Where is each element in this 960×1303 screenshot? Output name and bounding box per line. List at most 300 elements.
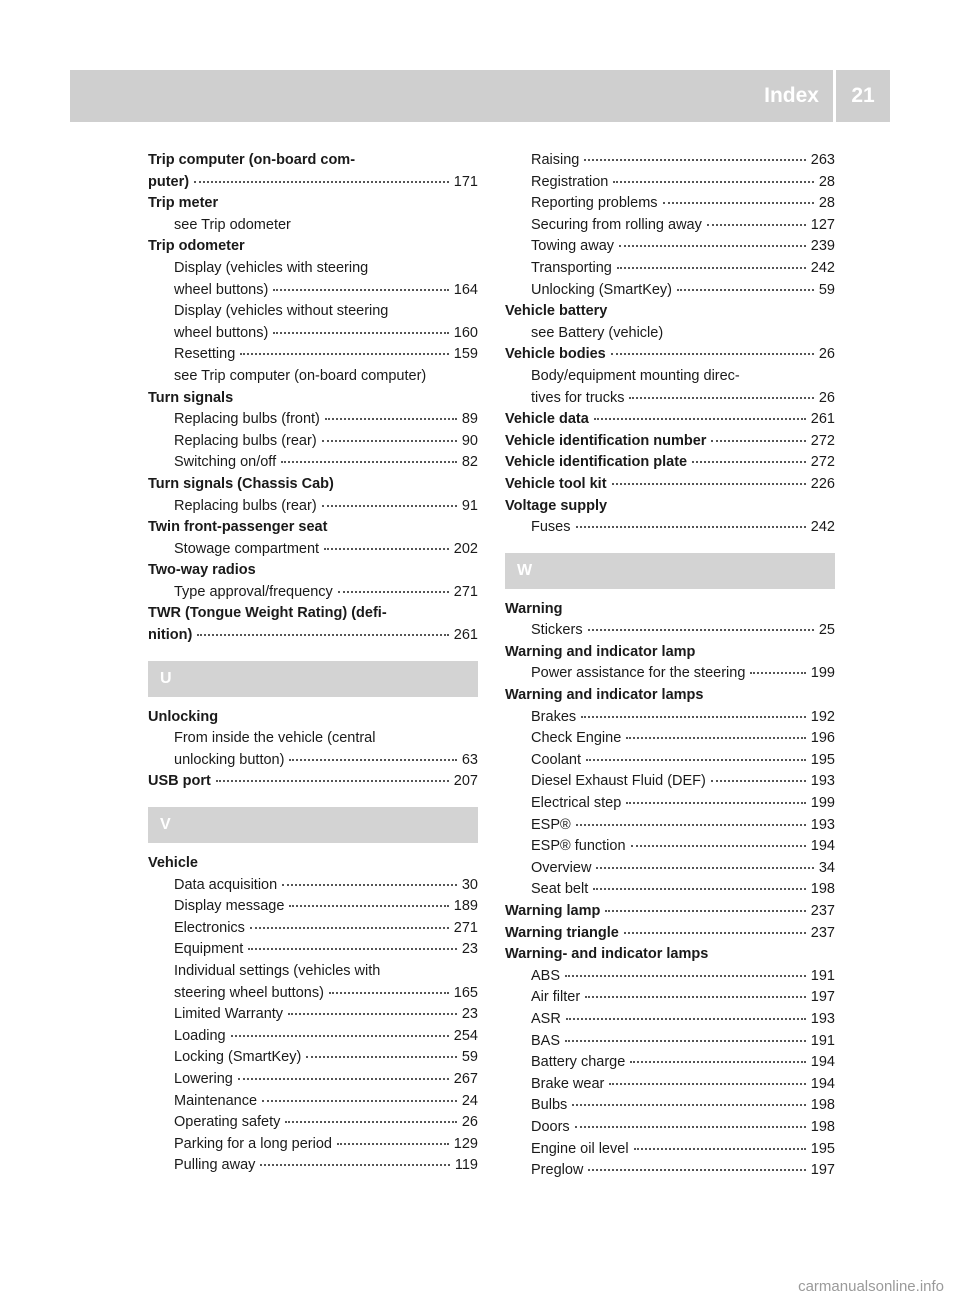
entry-page-number[interactable]: 272 <box>810 432 835 449</box>
entry-page-number[interactable]: 195 <box>810 751 835 768</box>
leader-dots <box>322 440 457 442</box>
index-subentry[interactable] <box>148 896 478 918</box>
index-subentry[interactable] <box>505 236 835 258</box>
entry-text: Individual settings (vehicles with <box>174 963 381 979</box>
entry-text: Vehicle data <box>505 411 589 428</box>
entry-text: Trip odometer <box>148 238 245 255</box>
entry-page-number[interactable]: 197 <box>810 989 835 1006</box>
entry-text: Maintenance <box>174 1092 258 1109</box>
index-subentry[interactable] <box>505 1160 835 1182</box>
entry-page-number[interactable]: 191 <box>810 1032 835 1049</box>
entry-text: Trip computer (on-board com- <box>148 152 356 168</box>
entry-text: Locking (SmartKey) <box>174 1049 302 1066</box>
entry-text: Vehicle identification plate <box>505 454 688 471</box>
index-subentry[interactable] <box>505 1095 835 1117</box>
leader-dots <box>273 289 448 291</box>
entry-page-number[interactable]: 193 <box>810 1010 835 1027</box>
index-entry <box>505 642 835 664</box>
index-subentry[interactable] <box>505 1074 835 1096</box>
entry-page-number[interactable]: 165 <box>453 984 478 1001</box>
leader-dots <box>566 1018 806 1020</box>
index-entry[interactable] <box>505 901 835 923</box>
entry-text: Display (vehicles without steering <box>174 303 389 320</box>
index-subentry[interactable] <box>148 1069 478 1091</box>
index-subentry[interactable] <box>148 496 478 518</box>
leader-dots <box>262 1100 457 1102</box>
entry-text: tives for trucks <box>531 389 625 406</box>
leader-dots <box>575 1126 806 1128</box>
entry-page-number[interactable]: 271 <box>453 583 478 600</box>
leader-dots <box>626 737 806 739</box>
entry-page-number[interactable]: 191 <box>810 967 835 984</box>
index-subentry[interactable] <box>505 879 835 901</box>
index-subentry[interactable] <box>505 517 835 539</box>
entry-text: BAS <box>531 1032 561 1049</box>
leader-dots <box>588 1169 805 1171</box>
index-entry <box>505 685 835 707</box>
leader-dots <box>605 910 805 912</box>
header-bar <box>70 70 890 122</box>
leader-dots <box>593 888 806 890</box>
entry-text: Vehicle bodies <box>505 346 606 363</box>
index-subentry[interactable] <box>505 966 835 988</box>
index-subentry[interactable] <box>505 707 835 729</box>
index-subentry[interactable] <box>148 280 478 302</box>
entry-page-number[interactable]: 193 <box>810 816 835 833</box>
entry-text: Replacing bulbs (rear) <box>174 497 317 514</box>
index-entry <box>148 193 478 215</box>
leader-dots <box>609 1083 805 1085</box>
entry-text: Limited Warranty <box>174 1006 284 1023</box>
entry-page-number[interactable]: 24 <box>461 1092 478 1109</box>
index-entry[interactable] <box>505 431 835 453</box>
entry-page-number[interactable]: 119 <box>454 1157 478 1174</box>
leader-dots <box>612 483 806 485</box>
entry-text: Battery charge <box>531 1054 626 1071</box>
entry-page-number[interactable]: 261 <box>453 627 478 644</box>
entry-text: puter) <box>148 173 190 190</box>
leader-dots <box>282 884 457 886</box>
index-entry[interactable] <box>505 923 835 945</box>
entry-text: Electronics <box>174 919 245 936</box>
leader-dots <box>586 759 806 761</box>
entry-text: Vehicle <box>148 855 198 872</box>
index-entry[interactable] <box>505 344 835 366</box>
index-entry <box>148 236 478 258</box>
section-letter-heading: V <box>148 807 478 843</box>
entry-page-number[interactable]: 30 <box>461 876 478 893</box>
leader-dots <box>329 992 449 994</box>
index-subentry[interactable] <box>148 1112 478 1134</box>
index-subentry[interactable] <box>505 815 835 837</box>
index-subentry <box>148 215 478 237</box>
entry-text: Reporting problems <box>531 195 658 212</box>
entry-text: Towing away <box>531 238 615 255</box>
entry-text: Fuses <box>531 519 571 536</box>
index-entry <box>505 944 835 966</box>
entry-text: Warning- and indicator lamps <box>505 946 709 963</box>
index-subentry[interactable] <box>148 983 478 1005</box>
index-subentry[interactable] <box>505 793 835 815</box>
entry-page-number[interactable]: 207 <box>453 773 478 790</box>
entry-page-number[interactable]: 226 <box>810 475 835 492</box>
leader-dots <box>629 397 813 399</box>
entry-page-number[interactable]: 26 <box>818 346 835 363</box>
leader-dots <box>619 245 806 247</box>
index-subentry <box>505 323 835 345</box>
entry-text: From inside the vehicle (central <box>174 730 376 747</box>
section-letter-heading: W <box>505 553 835 589</box>
index-subentry[interactable] <box>148 452 478 474</box>
entry-text: Voltage supply <box>505 497 608 514</box>
index-subentry[interactable] <box>505 172 835 194</box>
index-subentry[interactable] <box>148 431 478 453</box>
leader-dots <box>630 1061 805 1063</box>
entry-page-number[interactable]: 194 <box>810 838 835 855</box>
index-subentry[interactable] <box>505 987 835 1009</box>
entry-page-number[interactable]: 28 <box>818 173 835 190</box>
entry-text: nition) <box>148 627 193 644</box>
index-subentry[interactable] <box>505 1009 835 1031</box>
entry-text: Lowering <box>174 1070 233 1087</box>
entry-text: Warning lamp <box>505 903 601 919</box>
entry-text: Warning and indicator lamps <box>505 687 704 704</box>
entry-page-number[interactable]: 63 <box>461 751 478 768</box>
entry-page-number[interactable]: 34 <box>818 859 835 876</box>
entry-text: Registration <box>531 173 609 190</box>
index-subentry[interactable] <box>505 193 835 215</box>
entry-text: ABS <box>531 967 561 984</box>
index-entry <box>505 599 835 621</box>
entry-text: Loading <box>174 1027 226 1044</box>
entry-text: Warning triangle <box>505 924 619 941</box>
leader-dots <box>584 159 805 161</box>
entry-page-number[interactable]: 254 <box>453 1027 478 1044</box>
leader-dots <box>337 1143 449 1145</box>
entry-text: Operating safety <box>174 1114 281 1131</box>
entry-page-number[interactable]: 129 <box>453 1135 478 1152</box>
entry-page-number[interactable]: 91 <box>461 497 478 514</box>
entry-text: see Trip computer (on-board computer) <box>174 367 427 384</box>
index-entry <box>148 707 478 729</box>
index-entry[interactable] <box>148 771 478 793</box>
index-subentry[interactable] <box>148 1026 478 1048</box>
entry-text: Warning and indicator lamp <box>505 643 696 660</box>
entry-text: Transporting <box>531 259 612 276</box>
leader-dots <box>581 716 806 718</box>
entry-page-number[interactable]: 237 <box>810 903 835 919</box>
page-number: 21 <box>836 70 890 122</box>
entry-text: Turn signals <box>148 389 234 406</box>
index-entry <box>148 150 478 172</box>
entry-text: Engine oil level <box>531 1140 629 1157</box>
entry-page-number[interactable]: 237 <box>810 924 835 941</box>
section-title: Index <box>746 70 833 122</box>
entry-page-number[interactable]: 28 <box>818 195 835 212</box>
leader-dots <box>289 905 448 907</box>
leader-dots <box>325 418 457 420</box>
leader-dots <box>617 267 806 269</box>
entry-page-number[interactable]: 197 <box>810 1162 835 1179</box>
entry-text: Turn signals (Chassis Cab) <box>148 475 334 492</box>
entry-text: see Battery (vehicle) <box>531 324 664 341</box>
index-subentry[interactable] <box>148 409 478 431</box>
leader-dots <box>611 353 814 355</box>
leader-dots <box>588 629 814 631</box>
index-subentry[interactable] <box>505 1031 835 1053</box>
index-entry <box>148 517 478 539</box>
entry-text: Seat belt <box>531 881 589 898</box>
entry-page-number[interactable]: 242 <box>810 259 835 276</box>
index-subentry[interactable] <box>505 836 835 858</box>
index-subentry <box>148 728 478 750</box>
index-entry <box>148 560 478 582</box>
entry-text: wheel buttons) <box>174 324 269 341</box>
entry-text: ESP® function <box>531 838 626 855</box>
index-subentry[interactable] <box>505 771 835 793</box>
entry-page-number[interactable]: 159 <box>453 346 478 363</box>
index-subentry[interactable] <box>505 858 835 880</box>
entry-text: Warning <box>505 600 563 617</box>
entry-text: Display (vehicles with steering <box>174 259 369 276</box>
index-subentry[interactable] <box>505 1117 835 1139</box>
index-subentry[interactable] <box>148 939 478 961</box>
entry-page-number[interactable]: 127 <box>810 216 835 233</box>
leader-dots <box>216 780 449 782</box>
entry-text: Securing from rolling away <box>531 216 702 233</box>
entry-text: wheel buttons) <box>174 281 269 298</box>
entry-page-number[interactable]: 192 <box>810 708 835 725</box>
entry-text: Brakes <box>531 708 577 725</box>
entry-text: Brake wear <box>531 1075 605 1092</box>
entry-page-number[interactable]: 267 <box>453 1070 478 1087</box>
index-entry <box>148 388 478 410</box>
header-fill <box>70 70 746 122</box>
leader-dots <box>240 353 449 355</box>
leader-dots <box>238 1078 449 1080</box>
entry-text: ESP® <box>531 816 571 833</box>
leader-dots <box>585 996 806 998</box>
index-subentry <box>505 366 835 388</box>
index-subentry <box>148 301 478 323</box>
entry-page-number[interactable]: 90 <box>461 432 478 449</box>
entry-text: Vehicle identification number <box>505 432 707 449</box>
index-entry[interactable] <box>505 474 835 496</box>
entry-page-number[interactable]: 23 <box>461 941 478 958</box>
leader-dots <box>631 845 806 847</box>
entry-page-number[interactable]: 199 <box>810 665 835 682</box>
index-subentry[interactable] <box>148 323 478 345</box>
entry-text: Air filter <box>531 989 581 1006</box>
entry-page-number[interactable]: 25 <box>818 622 835 639</box>
entry-page-number[interactable]: 189 <box>453 898 478 915</box>
entry-text: Unlocking <box>148 708 219 725</box>
index-entry <box>148 474 478 496</box>
entry-text: Electrical step <box>531 795 622 812</box>
index-subentry <box>148 258 478 280</box>
entry-page-number[interactable]: 160 <box>453 324 478 341</box>
entry-page-number[interactable]: 26 <box>461 1114 478 1131</box>
entry-text: unlocking button) <box>174 751 285 768</box>
index-subentry[interactable] <box>505 1052 835 1074</box>
entry-page-number[interactable]: 198 <box>810 1097 835 1114</box>
entry-text: Vehicle battery <box>505 303 608 320</box>
leader-dots <box>663 202 814 204</box>
leader-dots <box>677 289 814 291</box>
leader-dots <box>711 440 805 442</box>
index-subentry[interactable] <box>505 728 835 750</box>
leader-dots <box>338 591 449 593</box>
entry-text: Equipment <box>174 941 244 958</box>
index-column-left <box>148 150 478 1177</box>
entry-page-number[interactable]: 59 <box>461 1049 478 1066</box>
leader-dots <box>750 672 805 674</box>
entry-text: Trip meter <box>148 195 219 212</box>
entry-page-number[interactable]: 198 <box>810 1118 835 1135</box>
leader-dots <box>565 975 806 977</box>
entry-text: TWR (Tongue Weight Rating) (defi- <box>148 605 387 622</box>
leader-dots <box>273 332 448 334</box>
entry-page-number[interactable]: 82 <box>461 454 478 471</box>
entry-page-number[interactable]: 199 <box>810 795 835 812</box>
leader-dots <box>324 548 449 550</box>
index-subentry[interactable] <box>148 1091 478 1113</box>
leader-dots <box>613 181 813 183</box>
index-subentry[interactable] <box>148 539 478 561</box>
entry-text: Bulbs <box>531 1097 568 1114</box>
entry-text: Stowage compartment <box>174 540 320 557</box>
leader-dots <box>322 505 457 507</box>
leader-dots <box>285 1121 456 1123</box>
entry-page-number[interactable]: 164 <box>453 281 478 298</box>
index-entry <box>505 496 835 518</box>
leader-dots <box>260 1164 449 1166</box>
entry-page-number[interactable]: 59 <box>818 281 835 298</box>
entry-text: Preglow <box>531 1162 584 1179</box>
entry-page-number[interactable]: 196 <box>810 730 835 747</box>
entry-page-number[interactable]: 23 <box>461 1006 478 1023</box>
index-subentry[interactable] <box>148 344 478 366</box>
index-entry[interactable] <box>505 452 835 474</box>
entry-text: Raising <box>531 152 580 168</box>
entry-page-number[interactable]: 26 <box>818 389 835 406</box>
entry-text: Data acquisition <box>174 876 278 893</box>
index-subentry[interactable] <box>148 1047 478 1069</box>
index-entry[interactable] <box>148 172 478 194</box>
index-subentry[interactable] <box>148 750 478 772</box>
entry-text: Overview <box>531 859 592 876</box>
index-subentry[interactable] <box>505 258 835 280</box>
leader-dots <box>596 867 813 869</box>
entry-page-number[interactable]: 239 <box>810 238 835 255</box>
watermark: carmanualsonline.info <box>798 1278 944 1295</box>
index-subentry[interactable] <box>148 1134 478 1156</box>
index-subentry[interactable] <box>148 1004 478 1026</box>
entry-text: Power assistance for the steering <box>531 665 746 682</box>
leader-dots <box>634 1148 806 1150</box>
index-column-right <box>505 150 835 1182</box>
leader-dots <box>288 1013 457 1015</box>
leader-dots <box>624 932 806 934</box>
entry-page-number[interactable]: 272 <box>810 454 835 471</box>
leader-dots <box>306 1056 457 1058</box>
entry-page-number[interactable]: 89 <box>461 411 478 428</box>
leader-dots <box>576 824 806 826</box>
index-entry <box>148 603 478 625</box>
index-subentry[interactable] <box>148 1155 478 1177</box>
entry-text: Check Engine <box>531 730 622 747</box>
entry-page-number[interactable]: 263 <box>810 152 835 168</box>
index-subentry[interactable] <box>148 582 478 604</box>
leader-dots <box>197 634 449 636</box>
entry-text: Type approval/frequency <box>174 583 333 600</box>
index-subentry[interactable] <box>148 875 478 897</box>
entry-page-number[interactable]: 271 <box>453 919 478 936</box>
index-subentry[interactable] <box>505 280 835 302</box>
section-letter-heading: U <box>148 661 478 697</box>
entry-page-number[interactable]: 194 <box>810 1054 835 1071</box>
index-subentry[interactable] <box>505 388 835 410</box>
leader-dots <box>594 418 806 420</box>
entry-text: Diesel Exhaust Fluid (DEF) <box>531 773 706 790</box>
entry-text: Resetting <box>174 346 236 363</box>
leader-dots <box>576 526 806 528</box>
index-subentry[interactable] <box>505 150 835 172</box>
entry-text: Twin front-passenger seat <box>148 519 328 536</box>
index-subentry[interactable] <box>505 620 835 642</box>
entry-page-number[interactable]: 171 <box>453 173 478 190</box>
entry-page-number[interactable]: 242 <box>810 519 835 536</box>
entry-text: Coolant <box>531 751 581 768</box>
leader-dots <box>692 461 806 463</box>
entry-text: Replacing bulbs (front) <box>174 411 320 428</box>
entry-page-number[interactable]: 261 <box>810 411 835 428</box>
index-entry <box>148 853 478 875</box>
entry-text: Unlocking (SmartKey) <box>531 281 673 298</box>
leader-dots <box>707 224 806 226</box>
index-subentry[interactable] <box>505 663 835 685</box>
entry-page-number[interactable]: 195 <box>810 1140 835 1157</box>
entry-text: ASR <box>531 1010 561 1027</box>
index-subentry <box>148 961 478 983</box>
entry-text: Vehicle tool kit <box>505 475 607 492</box>
leader-dots <box>572 1104 806 1106</box>
entry-text: Stickers <box>531 622 583 639</box>
leader-dots <box>565 1040 806 1042</box>
index-subentry[interactable] <box>505 215 835 237</box>
entry-text: Replacing bulbs (rear) <box>174 432 317 449</box>
entry-text: Switching on/off <box>174 454 277 471</box>
entry-text: Body/equipment mounting direc- <box>531 367 740 384</box>
leader-dots <box>626 802 806 804</box>
index-entry <box>505 301 835 323</box>
index-subentry[interactable] <box>148 918 478 940</box>
leader-dots <box>248 948 457 950</box>
entry-page-number[interactable]: 198 <box>810 881 835 898</box>
index-subentry[interactable] <box>505 750 835 772</box>
index-subentry[interactable] <box>505 1139 835 1161</box>
entry-text: steering wheel buttons) <box>174 984 324 1001</box>
index-entry[interactable] <box>505 409 835 431</box>
entry-page-number[interactable]: 202 <box>453 540 478 557</box>
entry-page-number[interactable]: 194 <box>810 1075 835 1092</box>
leader-dots <box>281 461 457 463</box>
index-entry[interactable] <box>148 625 478 647</box>
leader-dots <box>289 759 456 761</box>
entry-text: see Trip odometer <box>174 216 291 233</box>
entry-page-number[interactable]: 193 <box>810 773 835 790</box>
entry-text: Two-way radios <box>148 562 256 579</box>
